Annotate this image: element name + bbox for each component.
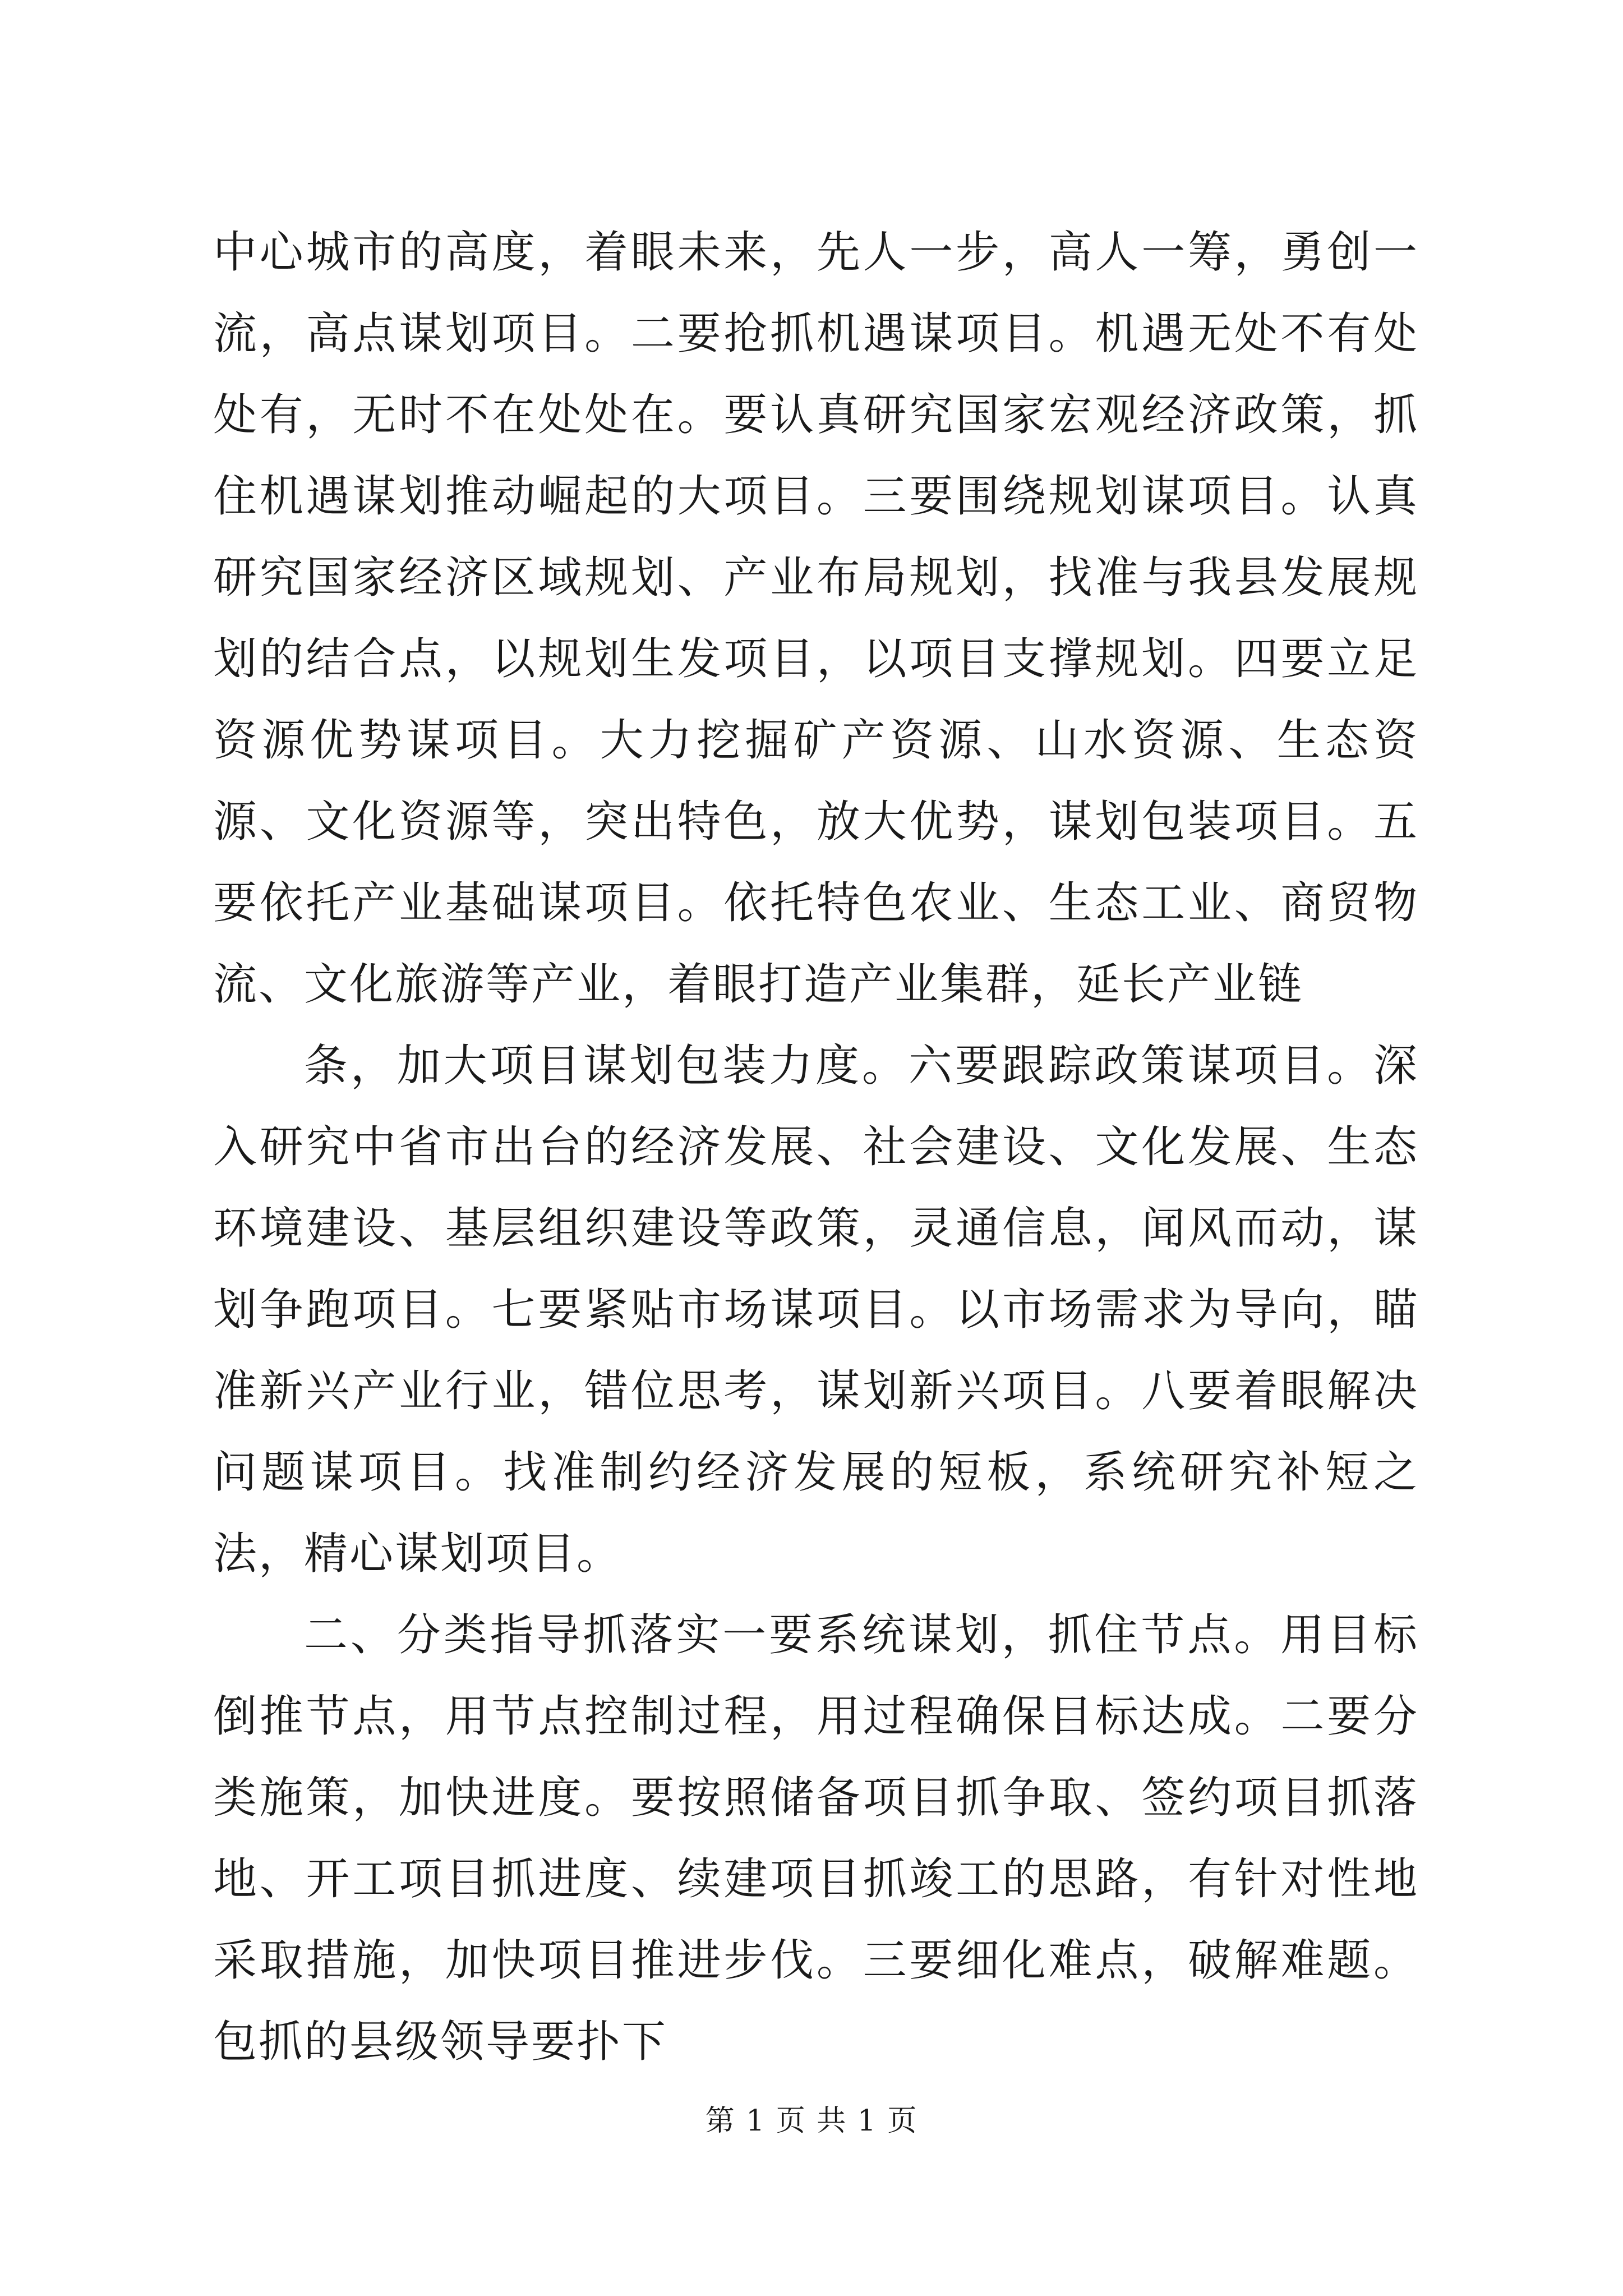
paragraph-3: 二、分类指导抓落实一要系统谋划，抓住节点。用目标倒推节点，用节点控制过程，用过程确保目标达成。二要分类施策，加快进度。要按照储备项目抓争取、签约项目抓落地、开工项目抓进度、续建项目抓竣工的思路，有针对性地采取措施，加快项目推进步伐。三要细化难点，破解难题。包抓的县级领导要扑下 [213,1610,1419,2067]
paragraph-2: 条，加大项目谋划包装力度。六要跟踪政策谋项目。深入研究中省市出台的经济发展、社会建设、文化发展、生态环境建设、基层组织建设等政策，灵通信息，闻风而动，谋划争跑项目。七要紧贴市场谋项目。以市场需求为导向，瞄准新兴产业行业，错位思考，谋划新兴项目。八要着眼解决问题谋项目。找准制约经济发展的短板，系统研究补短之法，精心谋划项目。 [213,1041,1419,1579]
document-body [213,212,1419,2083]
page-footer: 第 1 页 共 1 页 [705,2104,918,2138]
paragraph-1: 中心城市的高度，着眼未来，先人一步，高人一筹，勇创一流，高点谋划项目。二要抢抓机遇谋项目。机遇无处不有处处有，无时不在处处在。要认真研究国家宏观经济政策，抓住机遇谋划推动崛起的大项目。三要围绕规划谋项目。认真研究国家经济区域规划、产业布局规划，找准与我县发展规划的结合点，以规划生发项目，以项目支撑规划。四要立足资源优势谋项目。大力挖掘矿产资源、山水资源、生态资源、文化资源等，突出特色，放大优势，谋划包装项目。五要依托产业基础谋项目。依托特色农业、生态工业、商贸物流、文化旅游等产业，着眼打造产业集群，延长产业链 [213,227,1419,1010]
